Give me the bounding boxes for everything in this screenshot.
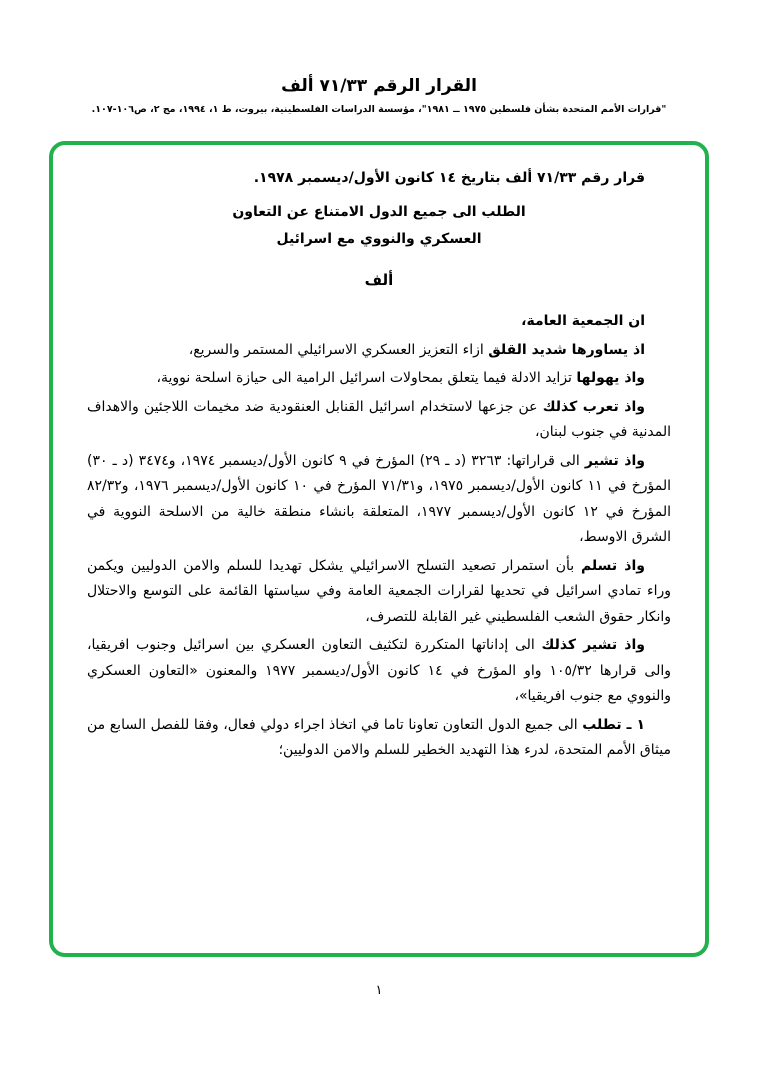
paragraph-text: الى إداناتها المتكررة لتكثيف التعاون العسكري بين اسرائيل وجنوب افريقيا، والى قرارها ١٠٥/٣٢ واو المؤرخ في ١٤ كانون الأول/ديسمبر ١٩٧٧ والمعنون «التعاون العسكري والنووي مع جنوب افريقيا»،: [87, 637, 671, 704]
paragraph-lead: ١ ـ تطلب: [582, 716, 645, 733]
paragraph-lead: واذ يهولها: [576, 370, 645, 386]
resolution-paragraph: [87, 309, 671, 335]
paragraph-text: تزايد الادلة فيما يتعلق بمحاولات اسرائيل الرامية الى حيازة اسلحة نووية،: [156, 370, 577, 386]
paragraph-text: ازاء التعزيز العسكري الاسرائيلي المستمر والسريع،: [188, 341, 489, 358]
resolution-frame: [49, 141, 709, 957]
resolution-subtitle: [87, 199, 671, 253]
paragraph-text: عن جزعها لاستخدام اسرائيل القنابل العنقودية ضد مخيمات اللاجئين والاهداف المدنية في جنوب لبنان،: [87, 398, 671, 440]
resolution-heading: قرار رقم ٧١/٣٣ ألف بتاريخ ١٤ كانون الأول/ديسمبر ١٩٧٨.: [253, 170, 645, 186]
resolution-paragraph: [87, 449, 671, 551]
paragraph-lead: واذ تسلم: [580, 557, 645, 574]
resolution-paragraph: [87, 395, 671, 446]
subtitle-line-2: العسكري والنووي مع اسرائيل: [276, 231, 482, 247]
paragraph-text: الى قراراتها: ٣٢٦٣ (د ـ ٢٩) المؤرخ في ٩ كانون الأول/ديسمبر ١٩٧٤، و٣٤٧٤ (د ـ ٣٠) المؤرخ في ١١ كانون الأول/ديسمبر ١٩٧٥، و٧١/٣١ المؤرخ في ١٠ كانون الأول/ديسمبر ١٩٧٦، و٨٢/٣٢ المؤرخ في ١٢ كانون الأول/ديسمبر ١٩٧٧، المتعلقة بانشاء منطقة خالية من الاسلحة النووية في الشرق الاوسط،: [87, 452, 671, 545]
paragraph-lead: ان الجمعية العامة،: [521, 313, 645, 329]
paragraph-lead: واذ تشير كذلك: [541, 637, 645, 653]
resolution-paragraph: [87, 366, 671, 392]
paragraph-lead: واذ تشير: [584, 452, 645, 469]
page-title: القرار الرقم ٧١/٣٣ ألف: [281, 76, 477, 96]
paragraph-lead: اذ يساورها شديد القلق: [488, 341, 645, 358]
source-citation: "قرارات الأمم المتحدة بشأن فلسطين ١٩٧٥ ــ ١٩٨١"، مؤسسة الدراسات الفلسطينية، بيروت، ط ١، ١٩٩٤، مج ٢، ص١٠٦-١٠٧.: [91, 104, 667, 115]
resolution-paragraph: [87, 633, 671, 710]
section-label: ألف: [364, 271, 394, 289]
resolution-paragraph: [87, 338, 671, 364]
paragraph-text: بأن استمرار تصعيد التسلح الاسرائيلي يشكل تهديدا للسلم والامن الدوليين ويكمن وراء تمادي اسرائيل في تحديها لقرارات الجمعية العامة وفي سياستها القائمة على التوسع والاحتلال وانكار حقوق الشعب الفلسطيني غير القابلة للتصرف،: [87, 557, 671, 625]
resolution-paragraph: [87, 713, 671, 764]
resolution-paragraph: [87, 554, 671, 631]
page-number: ١: [375, 983, 383, 998]
paragraph-text: الى جميع الدول التعاون تعاونا تاما في اتخاذ اجراء دولي فعال، وفقا للفصل السابع من ميثاق الأمم المتحدة، لدرء هذا التهديد الخطير للسلم والامن الدوليين؛: [87, 716, 671, 758]
subtitle-line-1: الطلب الى جميع الدول الامتناع عن التعاون: [232, 204, 526, 220]
paragraph-lead: واذ تعرب كذلك: [542, 398, 645, 415]
